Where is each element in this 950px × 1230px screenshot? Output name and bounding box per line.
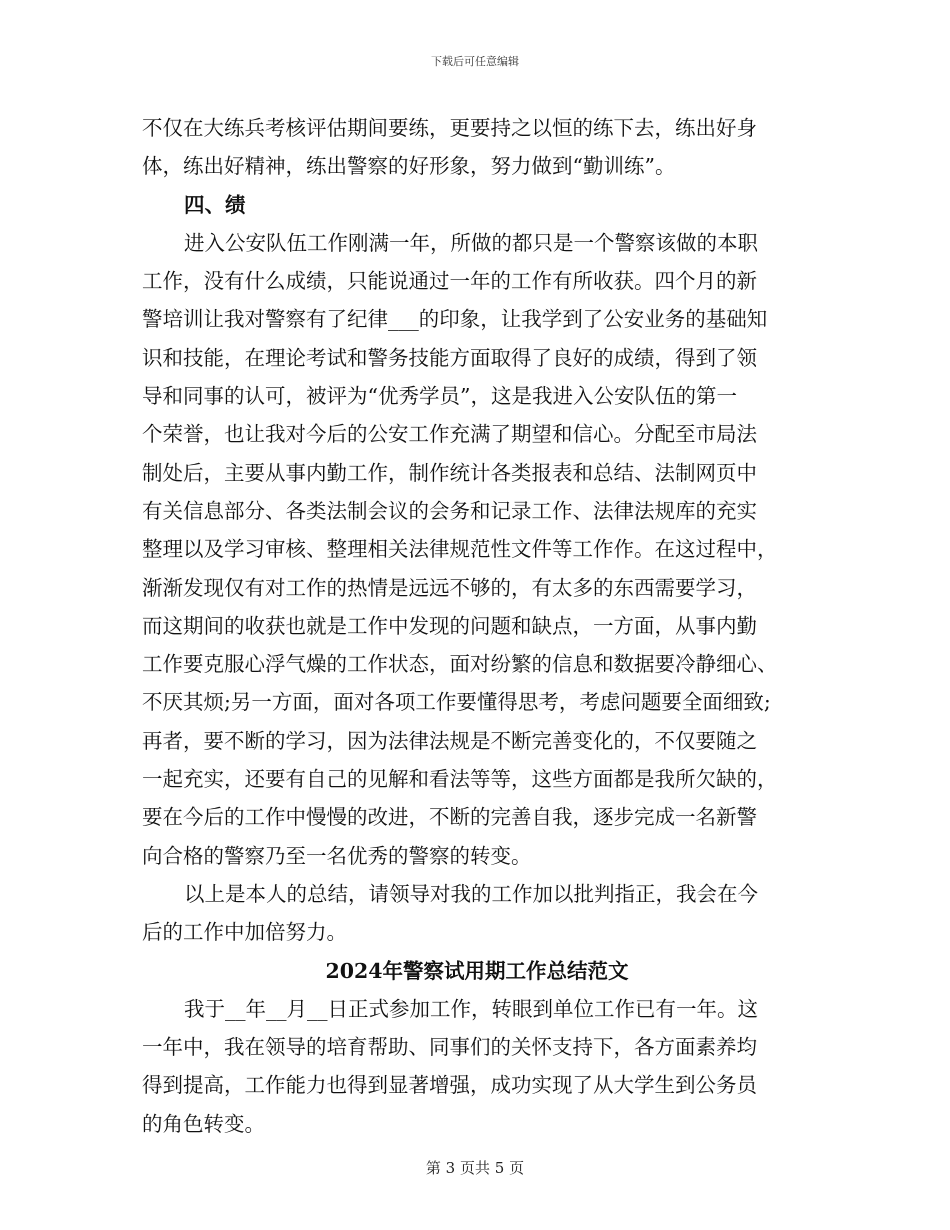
paragraph-line: 有关信息部分、各类法制会议的会务和记录工作、法律法规库的充实 — [142, 498, 757, 523]
paragraph-line: 一起充实，还要有自己的见解和看法等等，这些方面都是我所欠缺的， — [142, 767, 778, 792]
paragraph-line: 工作，没有什么成绩，只能说通过一年的工作有所收获。四个月的新 — [142, 269, 757, 294]
paragraph-line: 得到提高，工作能力也得到显著增强，成功实现了从大学生到公务员 — [142, 1073, 757, 1098]
paragraph-line: 后的工作中加倍努力。 — [142, 920, 347, 945]
paragraph-line: 再者，要不断的学习，因为法律法规是不断完善变化的，不仅要随之 — [142, 728, 757, 753]
paragraph-line: 一年中，我在领导的培育帮助、同事们的关怀支持下，各方面素养均 — [142, 1035, 757, 1060]
paragraph-line: 而这期间的收获也就是工作中发现的问题和缺点，一方面，从事内勤 — [142, 613, 757, 638]
article-title: 2024年警察试用期工作总结范文 — [325, 958, 629, 983]
page-header: 下载后可任意编辑 — [431, 55, 519, 68]
paragraph-line: 导和同事的认可，被评为“优秀学员”，这是我进入公安队伍的第一 — [142, 384, 737, 409]
paragraph-line: 整理以及学习审核、整理相关法律规范性文件等工作作。在这过程中， — [142, 537, 778, 562]
paragraph-line: 识和技能，在理论考试和警务技能方面取得了良好的成绩，得到了领 — [142, 345, 757, 370]
paragraph-line: 工作要克服心浮气燥的工作状态，面对纷繁的信息和数据要冷静细心、 — [142, 652, 778, 677]
paragraph-line: 要在今后的工作中慢慢的改进，不断的完善自我，逐步完成一名新警 — [142, 805, 757, 830]
paragraph-line: 我于__年__月__日正式参加工作，转眼到单位工作已有一年。这 — [184, 996, 758, 1021]
paragraph-line: 进入公安队伍工作刚满一年，所做的都只是一个警察该做的本职 — [184, 230, 758, 255]
paragraph-line: 以上是本人的总结，请领导对我的工作加以批判指正，我会在今 — [184, 881, 758, 906]
paragraph-line: 警培训让我对警察有了纪律___的印象，让我学到了公安业务的基础知 — [142, 307, 768, 332]
paragraph-line: 体，练出好精神，练出警察的好形象，努力做到“勤训练”。 — [142, 154, 676, 179]
paragraph-line: 个荣誉，也让我对今后的公安工作充满了期望和信心。分配至市局法 — [142, 422, 757, 447]
paragraph-line: 不厌其烦;另一方面，面对各项工作要懂得思考，考虑问题要全面细致; — [142, 690, 771, 715]
paragraph-line: 渐渐发现仅有对工作的热情是远远不够的，有太多的东西需要学习， — [142, 575, 757, 600]
page-footer: 第 3 页共 5 页 — [425, 1159, 525, 1177]
paragraph-line: 的角色转变。 — [142, 1111, 265, 1136]
paragraph-line: 不仅在大练兵考核评估期间要练，更要持之以恒的练下去，练出好身 — [142, 116, 757, 140]
document-body — [142, 109, 812, 1143]
paragraph-line: 制处后，主要从事内勤工作，制作统计各类报表和总结、法制网页中 — [142, 460, 757, 485]
section-heading: 四、绩 — [184, 192, 246, 217]
paragraph-line: 向合格的警察乃至一名优秀的警察的转变。 — [142, 843, 532, 868]
